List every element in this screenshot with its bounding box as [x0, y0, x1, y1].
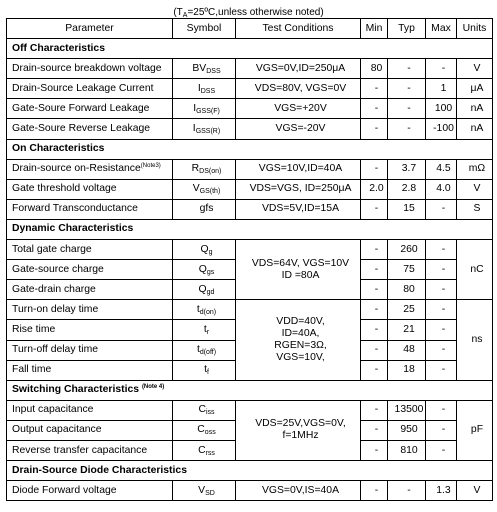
min-cell: -	[361, 79, 388, 99]
min-cell: -	[361, 440, 388, 460]
symbol-main: C	[198, 444, 206, 456]
max-cell: -	[426, 440, 457, 460]
typ-cell: 48	[388, 340, 426, 360]
conditions-cell: VDS=80V, VGS=0V	[236, 79, 361, 99]
unit-cell: nA	[457, 99, 493, 119]
unit-cell: mΩ	[457, 159, 493, 179]
header-max: Max	[426, 19, 457, 39]
electrical-characteristics-table	[6, 18, 493, 501]
symbol-main: Q	[198, 283, 207, 295]
symbol-main: R	[191, 163, 200, 175]
symbol-cell	[173, 400, 236, 420]
symbol-cell	[173, 179, 236, 199]
conditions-cell: VDS=5V,ID=15A	[236, 199, 361, 219]
max-cell: -	[426, 400, 457, 420]
table-row	[7, 179, 493, 199]
section-diode: Drain-Source Diode Characteristics	[7, 461, 493, 481]
cond-line: VDD=40V,	[276, 316, 325, 327]
min-cell: -	[361, 340, 388, 360]
symbol-main: I	[192, 123, 196, 135]
conditions-cell: VGS=+20V	[236, 99, 361, 119]
param-cell: Drain-Source Leakage Current	[7, 79, 173, 99]
min-cell: -	[361, 320, 388, 340]
switching-conditions-cell	[236, 300, 361, 380]
symbol-sub: d(on)	[199, 308, 217, 316]
min-cell: -	[361, 199, 388, 219]
min-cell: -	[361, 420, 388, 440]
symbol-cell	[173, 420, 236, 440]
section-switching	[7, 380, 493, 400]
param-cell	[7, 159, 173, 179]
symbol-sub: oss	[204, 429, 216, 437]
symbol-cell	[173, 280, 236, 300]
symbol-cell	[173, 260, 236, 280]
typ-cell: -	[388, 79, 426, 99]
min-cell: -	[361, 99, 388, 119]
header-row	[7, 19, 493, 39]
symbol-cell	[173, 119, 236, 139]
header-units: Units	[457, 19, 493, 39]
cond-line: RGEN=3Ω,	[274, 340, 327, 351]
section-note: (Note 4)	[141, 384, 165, 391]
caption-subscript: A	[182, 12, 188, 19]
caption-suffix: =25ºC,unless otherwise noted)	[187, 7, 324, 18]
table-row	[7, 159, 493, 179]
cond-line: VDS=25V,VGS=0V,	[255, 418, 346, 430]
table-row	[7, 99, 493, 119]
max-cell: 4.0	[426, 179, 457, 199]
typ-cell: -	[388, 119, 426, 139]
symbol-cell	[173, 360, 236, 380]
param-cell: Total gate charge	[7, 240, 173, 260]
symbol-cell	[173, 79, 236, 99]
max-cell: -	[426, 340, 457, 360]
param-cell: Output capacitance	[7, 420, 173, 440]
conditions-cell: VGS=0V,IS=40A	[236, 481, 361, 501]
charge-unit-cell: nC	[457, 240, 493, 300]
typ-cell: 13500	[388, 400, 426, 420]
param-cell: Fall time	[7, 360, 173, 380]
max-cell: -	[426, 280, 457, 300]
max-cell: 4.5	[426, 159, 457, 179]
param-cell: Diode Forward voltage	[7, 481, 173, 501]
symbol-sub: GSS(R)	[195, 128, 221, 136]
symbol-cell	[173, 320, 236, 340]
symbol-main: V	[192, 183, 200, 195]
symbol-main: t	[196, 344, 200, 356]
unit-cell: μA	[457, 79, 493, 99]
cond-line: VGS=10V,	[276, 352, 325, 363]
max-cell: -	[426, 199, 457, 219]
symbol-sub: f	[206, 369, 209, 377]
charge-conditions-cell	[236, 240, 361, 300]
param-cell: Turn-on delay time	[7, 300, 173, 320]
max-cell: -	[426, 300, 457, 320]
typ-cell: -	[388, 99, 426, 119]
section-row	[7, 219, 493, 239]
symbol-cell	[173, 440, 236, 460]
cond-line: ID=40A,	[281, 328, 320, 339]
param-cell: Turn-off delay time	[7, 340, 173, 360]
symbol-sub: r	[206, 328, 210, 336]
symbol-sub: DSS	[200, 87, 216, 95]
symbol-sub: GSS(F)	[196, 107, 220, 115]
typ-cell: 18	[388, 360, 426, 380]
symbol-sub: gs	[206, 268, 215, 276]
typ-cell: 15	[388, 199, 426, 219]
symbol-main: C	[197, 424, 205, 436]
section-row	[7, 380, 493, 400]
param-cell: Reverse transfer capacitance	[7, 440, 173, 460]
typ-cell: 21	[388, 320, 426, 340]
table-row	[7, 300, 493, 320]
section-row	[7, 39, 493, 59]
conditions-cell: VGS=10V,ID=40A	[236, 159, 361, 179]
symbol-sub: SD	[205, 489, 215, 497]
symbol-sub: g	[208, 248, 213, 256]
typ-cell: 950	[388, 420, 426, 440]
header-symbol: Symbol	[173, 19, 236, 39]
header-parameter: Parameter	[7, 19, 173, 39]
param-text: Drain-source on-Resistance	[12, 163, 141, 175]
param-cell: Gate-Soure Forward Leakage	[7, 99, 173, 119]
max-cell: 1.3	[426, 481, 457, 501]
section-dynamic: Dynamic Characteristics	[7, 219, 493, 239]
typ-cell: 80	[388, 280, 426, 300]
unit-cell: V	[457, 179, 493, 199]
header-conditions: Test Conditions	[236, 19, 361, 39]
table-row	[7, 240, 493, 260]
min-cell: -	[361, 360, 388, 380]
table-row	[7, 199, 493, 219]
param-cell: Rise time	[7, 320, 173, 340]
typ-cell: 25	[388, 300, 426, 320]
conditions-cell: VGS=-20V	[236, 119, 361, 139]
param-cell: Gate-drain charge	[7, 280, 173, 300]
symbol-main: Q	[198, 263, 207, 275]
section-title: Switching Characteristics	[12, 384, 140, 396]
symbol-main: V	[198, 484, 206, 496]
typ-cell: -	[388, 481, 426, 501]
symbol-cell	[173, 240, 236, 260]
table-row	[7, 119, 493, 139]
switching-unit-cell: ns	[457, 300, 493, 380]
param-cell: Gate threshold voltage	[7, 179, 173, 199]
typ-cell: 2.8	[388, 179, 426, 199]
max-cell: -	[426, 59, 457, 79]
typ-cell: 75	[388, 260, 426, 280]
param-cell: Forward Transconductance	[7, 199, 173, 219]
unit-cell: nA	[457, 119, 493, 139]
cond-line: ID =80A	[281, 269, 320, 281]
min-cell: 80	[361, 59, 388, 79]
conditions-cell: VDS=VGS, ID=250μA	[236, 179, 361, 199]
symbol-main: I	[193, 102, 197, 114]
symbol-main: BV	[192, 62, 207, 74]
symbol-cell	[173, 99, 236, 119]
caption-prefix: (T	[173, 7, 183, 18]
max-cell: 1	[426, 79, 457, 99]
cond-line: f=1MHz	[282, 430, 319, 442]
symbol-main: t	[203, 323, 207, 335]
param-cell: Input capacitance	[7, 400, 173, 420]
max-cell: -	[426, 320, 457, 340]
section-on: On Characteristics	[7, 139, 493, 159]
symbol-sub: d(off)	[199, 349, 217, 357]
min-cell: -	[361, 400, 388, 420]
min-cell: -	[361, 280, 388, 300]
max-cell: 100	[426, 99, 457, 119]
unit-cell: V	[457, 481, 493, 501]
section-row	[7, 139, 493, 159]
symbol-sub: GS(th)	[199, 188, 221, 196]
typ-cell: -	[388, 59, 426, 79]
param-cell: Gate-source charge	[7, 260, 173, 280]
capacitance-unit-cell: pF	[457, 400, 493, 460]
symbol-cell: gfs	[173, 199, 236, 219]
unit-cell: V	[457, 59, 493, 79]
table-caption	[0, 7, 497, 18]
typ-cell: 810	[388, 440, 426, 460]
table-row	[7, 400, 493, 420]
param-cell: Gate-Soure Reverse Leakage	[7, 119, 173, 139]
min-cell: -	[361, 240, 388, 260]
symbol-main: I	[197, 82, 201, 94]
symbol-cell	[173, 159, 236, 179]
max-cell: -	[426, 260, 457, 280]
symbol-sub: DSS	[206, 67, 221, 75]
max-cell: -100	[426, 119, 457, 139]
param-note: (Note3)	[140, 163, 161, 170]
symbol-cell	[173, 59, 236, 79]
symbol-main: Q	[200, 243, 209, 255]
cond-line: VDS=64V, VGS=10V	[251, 257, 350, 269]
header-min: Min	[361, 19, 388, 39]
max-cell: -	[426, 360, 457, 380]
min-cell: -	[361, 159, 388, 179]
capacitance-conditions-cell	[236, 400, 361, 460]
min-cell: 2.0	[361, 179, 388, 199]
min-cell: -	[361, 481, 388, 501]
symbol-cell	[173, 340, 236, 360]
symbol-sub: rss	[205, 449, 215, 457]
table-row	[7, 59, 493, 79]
typ-cell: 3.7	[388, 159, 426, 179]
conditions-cell: VGS=0V,ID=250μA	[236, 59, 361, 79]
table-row	[7, 79, 493, 99]
symbol-main: t	[196, 303, 200, 315]
header-typ: Typ	[388, 19, 426, 39]
unit-cell: S	[457, 199, 493, 219]
symbol-sub: iss	[205, 409, 215, 417]
table-row	[7, 481, 493, 501]
symbol-cell	[173, 481, 236, 501]
symbol-sub: gd	[206, 288, 215, 296]
symbol-main: t	[204, 364, 207, 376]
section-off: Off Characteristics	[7, 39, 493, 59]
typ-cell: 260	[388, 240, 426, 260]
symbol-main: C	[198, 404, 206, 416]
param-cell: Drain-source breakdown voltage	[7, 59, 173, 79]
section-row	[7, 461, 493, 481]
symbol-sub: DS(on)	[199, 168, 222, 176]
min-cell: -	[361, 119, 388, 139]
min-cell: -	[361, 300, 388, 320]
symbol-cell	[173, 300, 236, 320]
max-cell: -	[426, 240, 457, 260]
min-cell: -	[361, 260, 388, 280]
max-cell: -	[426, 420, 457, 440]
